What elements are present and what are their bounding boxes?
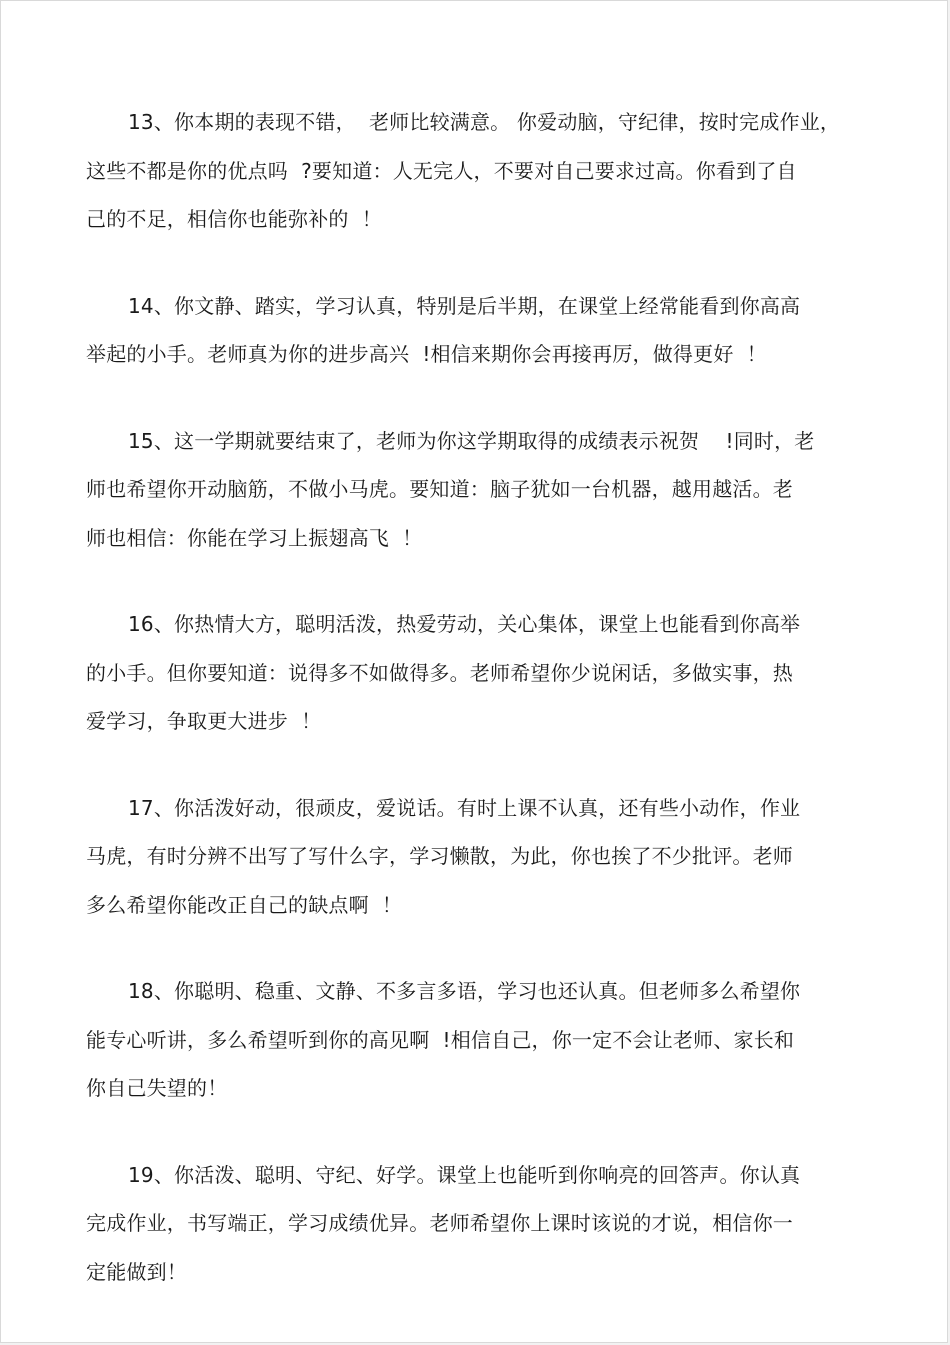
text-line: 完成作业，书写端正，学习成绩优异。老师希望你上课时该说的才说，相信你一 [86,1211,793,1235]
text-line: 的小手。但你要知道：说得多不如做得多。老师希望你少说闲话，多做实事，热 [86,660,793,685]
text-line: 能专心听讲，多么希望听到你的高见啊 !相信自己，你一定不会让老师、家长和 [86,1027,795,1052]
text-line: 13、你本期的表现不错， 老师比较满意。 你爱动脑，守纪律，按时完成作业， [128,110,841,134]
comment-paragraph-14 [86,282,858,379]
text-line: 定能做到！ [86,1259,187,1284]
text-line: 爱学习，争取更大进步 ！ [86,709,322,733]
comment-paragraph-19 [86,1151,858,1297]
text-line: 举起的小手。老师真为你的进步高兴 !相信来期你会再接再厉，做得更好 ！ [86,342,767,366]
text-line: 己的不足，相信你也能弥补的 ！ [86,207,382,231]
comment-paragraph-17 [86,784,858,930]
text-line: 多么希望你能改正自己的缺点啊 ！ [86,892,403,917]
text-line: 18、你聪明、稳重、文静、不多言多语，学习也还认真。但老师多么希望你 [128,979,801,1003]
text-line: 15、这一学期就要结束了，老师为你这学期取得的成绩表示祝贺 !同时，老 [128,428,815,453]
text-line: 马虎，有时分辨不出写了写什么字，学习懒散，为此，你也挨了不少批评。老师 [86,844,793,868]
text-line: 14、你文静、踏实，学习认真，特别是后半期，在课堂上经常能看到你高高 [128,293,801,318]
text-line: 师也相信：你能在学习上振翅高飞 ！ [86,525,423,550]
document-body [86,98,858,1334]
text-line: 你自己失望的！ [86,1076,228,1100]
text-line: 16、你热情大方，聪明活泼，热爱劳动，关心集体，课堂上也能看到你高举 [128,612,801,636]
comment-paragraph-18 [86,967,858,1113]
text-line: 19、你活泼、聪明、守纪、好学。课堂上也能听到你响亮的回答声。你认真 [128,1162,801,1187]
text-line: 17、你活泼好动，很顽皮，爱说话。有时上课不认真，还有些小动作，作业 [128,795,801,820]
text-line: 这些不都是你的优点吗 ?要知道：人无完人，不要对自己要求过高。你看到了自 [86,158,797,183]
text-line: 师也希望你开动脑筋，不做小马虎。要知道：脑子犹如一台机器，越用越活。老 [86,477,793,501]
comment-paragraph-16 [86,600,858,746]
comment-paragraph-15 [86,417,858,563]
comment-paragraph-13 [86,98,858,244]
